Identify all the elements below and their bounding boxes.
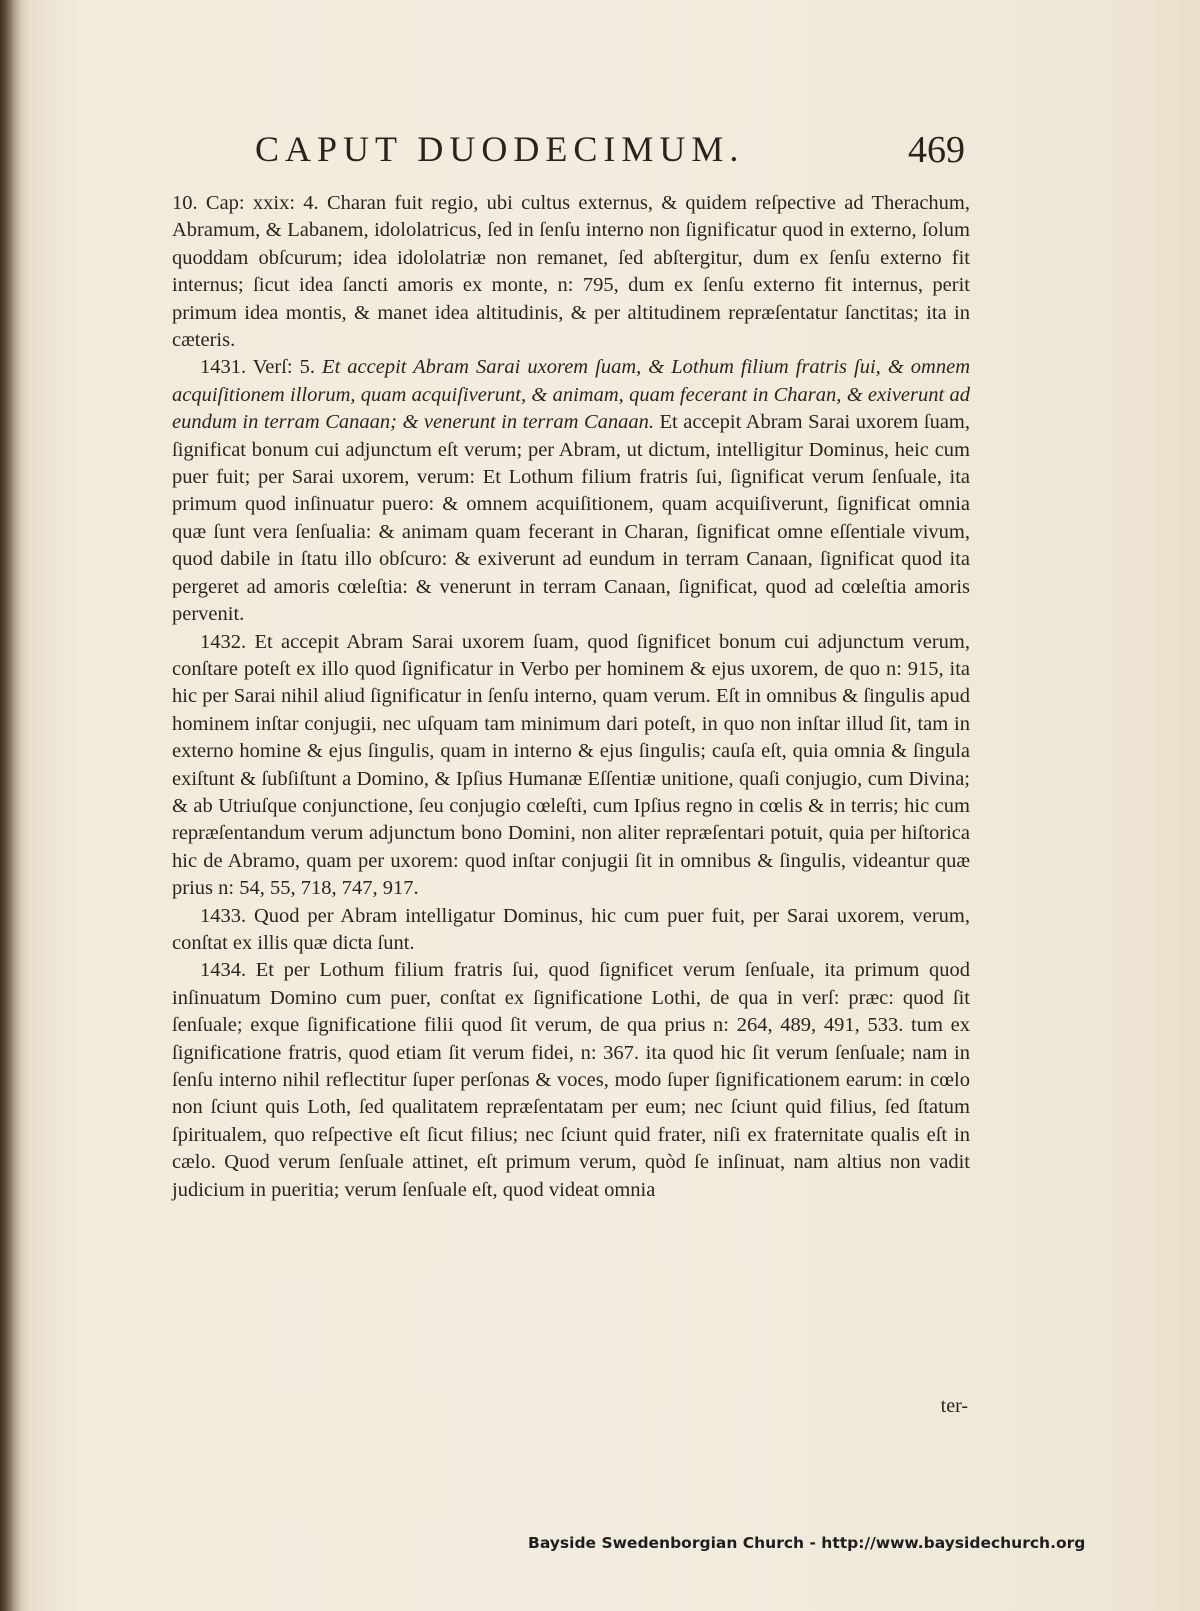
catchword: ter- xyxy=(940,1395,968,1417)
paragraph-1433 xyxy=(172,903,970,958)
body-text xyxy=(172,190,970,1204)
footer-credit: Bayside Swedenborgian Church - http://www.baysidechurch.org xyxy=(528,1534,1086,1552)
page-title: CAPUT DUODECIMUM. xyxy=(255,129,745,169)
gutter-shadow xyxy=(0,0,22,1611)
text-segment: 1431. Verſ: 5. xyxy=(200,356,323,379)
scripture-quote: Et accepit Abram Sarai uxorem ſuam, & Lothum filium fratris ſui, & omnem acquiſitionem illorum, quam acquiſiverunt, & animam, quam fecerant in Charan, & exiverunt ad eundum in terram Canaan; & venerunt in terram Canaan. xyxy=(172,356,971,434)
text-segment: 1433. Quod per Abram intelligatur Dominus, hic cum puer fuit, per Sarai uxorem, verum, conſtat ex illis quæ dicta ſunt. xyxy=(172,904,970,954)
text-segment: Et accepit Abram Sarai uxorem ſuam, ſignificat bonum cui adjunctum eſt verum; per Abram, ut dictum, intelligitur Dominus, heic cum puer fuit; per Sarai uxorem, verum: Et Lothum filium fratris ſui, ſignificat verum ſenſuale, ita primum quod inſinuatur puero: & omnem acquiſitionem, quam acquiſiverunt, ſignificat omnia quæ ſunt vera ſenſualia: & animam quam fecerant in Charan, ſignificat omne eſſentiale vivum, quod dabile in ſtatu illo obſcuro: & exiverunt ad eundum in terram Canaan, ſignificat quod ita pergeret ad amoris cœleſtia: & venerunt in terram Canaan, ſignificat, quod ad cœleſtia amoris pervenit. xyxy=(172,411,970,626)
paragraph-note-10 xyxy=(172,190,970,354)
text-segment: 10. Cap: xxix: 4. Charan fuit regio, ubi cultus externus, & quidem reſpective ad Therachum, Abramum, & Labanem, idololatricus, ſed in ſenſu interno non ſignificatur quod in externo, ſolum quoddam obſcurum; idea idololatriæ non remanet, ſed abſtergitur, dum ex ſenſu externo fit internus; ſicut idea ſancti amoris ex monte, n: 795, dum ex ſenſu externo fit internus, perit primum idea montis, & manet idea altitudinis, & per altitudinem repræſentatur ſanctitas; ita in cæteris. xyxy=(172,192,970,352)
paragraph-1432 xyxy=(172,629,970,903)
paragraph-1434 xyxy=(172,957,970,1204)
text-segment: 1432. Et accepit Abram Sarai uxorem ſuam, quod ſignificet bonum cui adjunctum verum, conſtare poteſt ex illo quod ſignificatur in Verbo per hominem & ejus uxorem, de quo n: 915, ita hic per Sarai nihil aliud ſignificatur in ſenſu interno, quam verum. Eſt in omnibus & ſingulis apud hominem inſtar conjugii, nec uſquam tam minimum dari poteſt, in quo non inſtar illud ſit, tam in externo homine & ejus ſingulis, quam in interno & ejus ſingulis; cauſa eſt, quia omnia & ſingula exiſtunt & ſubſiſtunt a Domino, & Ipſius Humanæ Eſſentiæ unitione, quaſi conjugio, cum Divina; & ab Utriuſque conjunctione, ſeu conjugio cœleſti, cum Ipſius regno in cœlis & in terris; hic cum repræſentandum verum adjunctum bono Domini, non aliter repræſentari potuit, quia per hiſtorica hic de Abramo, quam per uxorem: quod inſtar conjugii ſit in omnibus & ſingulis, videantur quæ prius n: 54, 55, 718, 747, 917. xyxy=(172,630,970,900)
running-header xyxy=(255,128,975,188)
text-segment: 1434. Et per Lothum filium fratris ſui, quod ſignificet verum ſenſuale, ita primum quod inſinuatum Domino cum puer, conſtat ex ſignificatione Lothi, de qua in verſ: præc: quod ſit ſenſuale; exque ſignificatione filii quod ſit verum, de qua prius n: 264, 489, 491, 533. tum ex ſignificatione fratris, quod etiam ſit verum fidei, n: 367. ita quod hic ſit verum ſenſuale; nam in ſenſu interno nihil reflectitur ſuper perſonas & voces, modo ſuper ſignificationem earum: in cœlo non ſciunt quis Loth, ſed qualitatem repræſentatam per eum; nec ſciunt quid filius, ſed ſtatum ſpiritualem, quo reſpective eſt ſicut filius; nec ſciunt quid frater, niſi ex fraternitate qualis eſt in cælo. Quod verum ſenſuale attinet, eſt primum verum, quòd ſe inſinuat, nam altius non vadit judicium in pueritia; verum ſenſuale eſt, quod videat omnia xyxy=(172,959,970,1201)
paragraph-1431 xyxy=(172,354,970,628)
page-number: 469 xyxy=(908,129,965,171)
